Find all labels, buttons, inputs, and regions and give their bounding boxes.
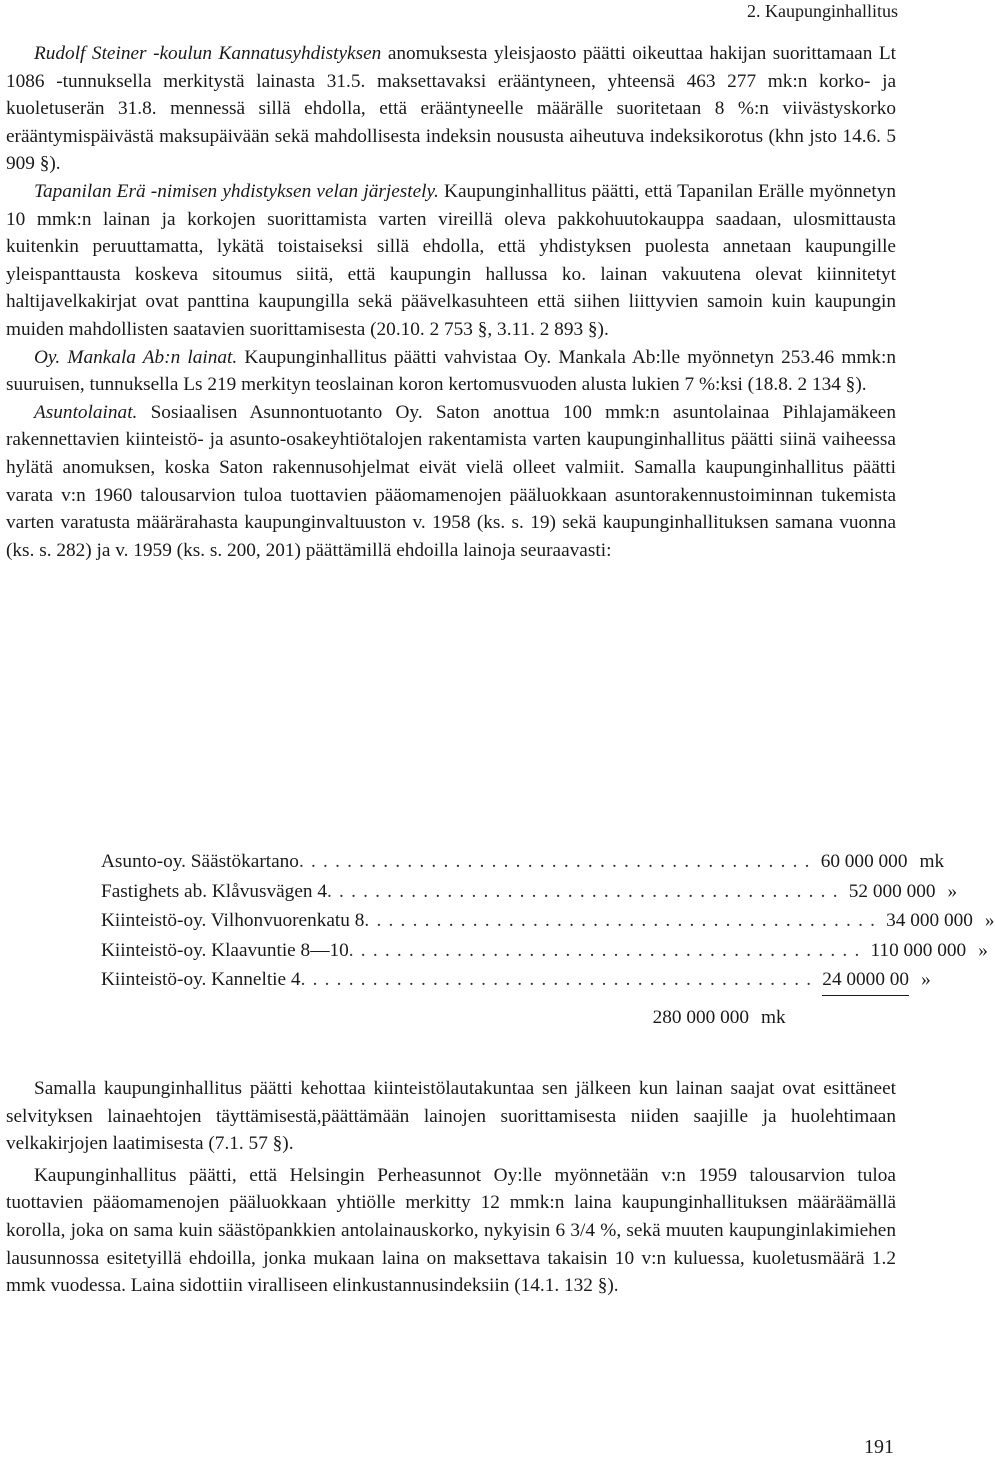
paragraph-tapanila: [6, 178, 896, 344]
loan-row: [101, 906, 995, 936]
loan-name: Kiinteistö-oy. Vilhonvuorenkatu 8: [101, 910, 365, 931]
heading-mankala: Oy. Mankala Ab:n lainat.: [34, 346, 238, 368]
heading-tapanila: Tapanilan Erä -nimisen yhdistyksen velan järjestely.: [34, 180, 439, 202]
loan-name: Kiinteistö-oy. Kanneltie 4: [101, 969, 301, 990]
paragraph-steiner: [6, 40, 896, 178]
loan-unit: »: [978, 939, 988, 961]
page-number: 191: [864, 1436, 894, 1458]
loan-unit: »: [947, 880, 958, 902]
paragraph-asuntolainat: [6, 399, 896, 565]
heading-steiner: Rudolf Steiner -koulun Kannatusyhdistyksen: [34, 43, 382, 64]
loan-amount: 110 000 000: [870, 939, 967, 961]
loan-name: Fastighets ab. Klåvusvägen 4: [101, 880, 327, 902]
leader-dots: . . . . . . . . . . . . . . . . . . . . . . . . . . . . . . . . . . . . . . . . . . .: [298, 851, 811, 872]
paragraph-kehotus: Samalla kaupunginhallitus päätti kehottaa kiinteistölautakuntaa sen jälkeen kun lainan saajat ovat esittäneet selvityksen lainaehtojen täyttämisestä,päättämään lainojen suorittamisesta niiden saajille ja huolehtimaan velkakirjojen laatimisesta (7.1. 57 §).: [6, 1078, 896, 1155]
paragraph-perheasunnot: Kaupunginhallitus päätti, että Helsingin Perheasunnot Oy:lle myönnetään v:n 1959 talousarvion tuloa tuottavien pääomamenojen pääluokkaan yhtiölle merkitty 12 mmk:n laina kaupunginhallituksen määräämällä korolla, joka on sama kuin säästöpankkien antolainauskorko, nykyisin 6 3/4 %, sekä muuten kaupunginlakimiehen lausunnossa esitetyillä ehdoilla, jonka mukaan laina on maksettava takaisin 10 v:n kuluessa, kuoletusmäärä 1.2 mmk vuodessa. Laina sidottiin viralliseen elinkustannusindeksiin (14.1. 132 §).: [6, 1164, 896, 1297]
loan-amount: 24 0000 00: [822, 965, 909, 996]
loan-total-unit: mk: [761, 1006, 786, 1028]
leader-dots: . . . . . . . . . . . . . . . . . . . . . . . . . . . . . . . . . . . . . . . . . . .: [326, 880, 839, 902]
loan-amount: 52 000 000: [848, 880, 936, 902]
loan-unit: »: [984, 910, 995, 931]
heading-asuntolainat: Asuntolainat.: [34, 401, 138, 423]
loan-row: [101, 936, 988, 966]
body-tapanila: Kaupunginhallitus päätti, että Tapanilan Erälle myönnetyn 10 mmk:n lainan ja korkojen suorittamista varten vireillä oleva pakkohuutokauppa saadaan, ulosmittausta kuitenkin peruuttamatta, lykätä toistaiseksi sillä ehdolla, että yhdistyksen puolesta annetaan kaupungille yleispanttausta koskeva sitoumus siitä, että kaupungin hallussa ko. lainan vakuutena olevat kiinnitetyt haltijavelkakirjat ovat panttina kaupungilla sekä päävelkasuhteen että siihen liittyvien samoin kuin kaupungin muiden mahdollisten saatavien suorittamisesta (20.10. 2 753 §, 3.11. 2 893 §).: [6, 180, 896, 340]
lower-text: [6, 1075, 896, 1300]
loan-total-amount: 280 000 000: [652, 1006, 749, 1028]
leader-dots: . . . . . . . . . . . . . . . . . . . . . . . . . . . . . . . . . . . . . . . . . . .: [364, 910, 877, 931]
body-mankala: Kaupunginhallitus päätti vahvistaa Oy. Mankala Ab:lle myönnetyn 253.46 mmk:n suuruisen, tunnuksella Ls 219 merkityn teoslainan koron kertomusvuoden alusta lukien 7 %:ksi (18.8. 2 134 §).: [6, 346, 896, 396]
loan-unit: mk: [919, 851, 945, 872]
leader-dots: . . . . . . . . . . . . . . . . . . . . . . . . . . . . . . . . . . . . . . . . . . .: [300, 969, 813, 990]
loan-table: [101, 847, 995, 1032]
loan-row: [101, 965, 931, 995]
running-header: 2. Kaupunginhallitus: [747, 1, 898, 21]
loan-unit: »: [921, 969, 931, 990]
loan-amount: 60 000 000: [820, 851, 908, 872]
paragraph-mankala: [6, 344, 896, 399]
loan-total-row: [101, 1003, 801, 1033]
loan-row: [101, 877, 958, 907]
loan-name: Kiinteistö-oy. Klaavuntie 8—10: [101, 939, 349, 961]
loan-row: [101, 847, 945, 877]
main-text: [6, 40, 896, 564]
leader-dots: . . . . . . . . . . . . . . . . . . . . . . . . . . . . . . . . . . . . . . . . . . .: [348, 939, 861, 961]
body-asuntolainat: Sosiaalisen Asunnontuotanto Oy. Saton anottua 100 mmk:n asuntolainaa Pihlajamäkeen rakennettavien kiinteistö- ja asunto-osakeyhtiötalojen rakentamista varten kaupunginhallitus päätti siinä vaiheessa hylätä anomuksen, koska Saton rakennusohjelmat eivät vielä olleet valmiit. Samalla kaupunginhallitus päätti varata v:n 1960 talousarvion tuloa tuottavien pääomamenojen pääluokkaan asuntorakennustoiminnan tukemista varten varatusta määrärahasta kaupunginvaltuuston v. 1958 (ks. s. 19) sekä kaupunginhallituksen samana vuonna (ks. s. 282) ja v. 1959 (ks. s. 200, 201) päättämillä ehdoilla lainoja seuraavasti:: [6, 401, 896, 561]
loan-name: Asunto-oy. Säästökartano: [101, 851, 299, 872]
loan-amount: 34 000 000: [886, 910, 973, 931]
body-steiner: anomuksesta yleisjaosto päätti oikeuttaa hakijan suorittamaan Lt 1086 -tunnuksella merkitystä lainasta 31.5. maksettavaksi erääntyneen, yhteensä 463 277 mk:n korko- ja kuoletuserän 31.8. mennessä sillä ehdolla, että erääntyneelle määrälle suoritetaan 8 %:n viivästyskorko erääntymispäivästä maksupäivään sekä mahdollisesta indeksin noususta aiheutuva indeksikorotus (khn jsto 14.6. 5 909 §).: [6, 43, 896, 175]
